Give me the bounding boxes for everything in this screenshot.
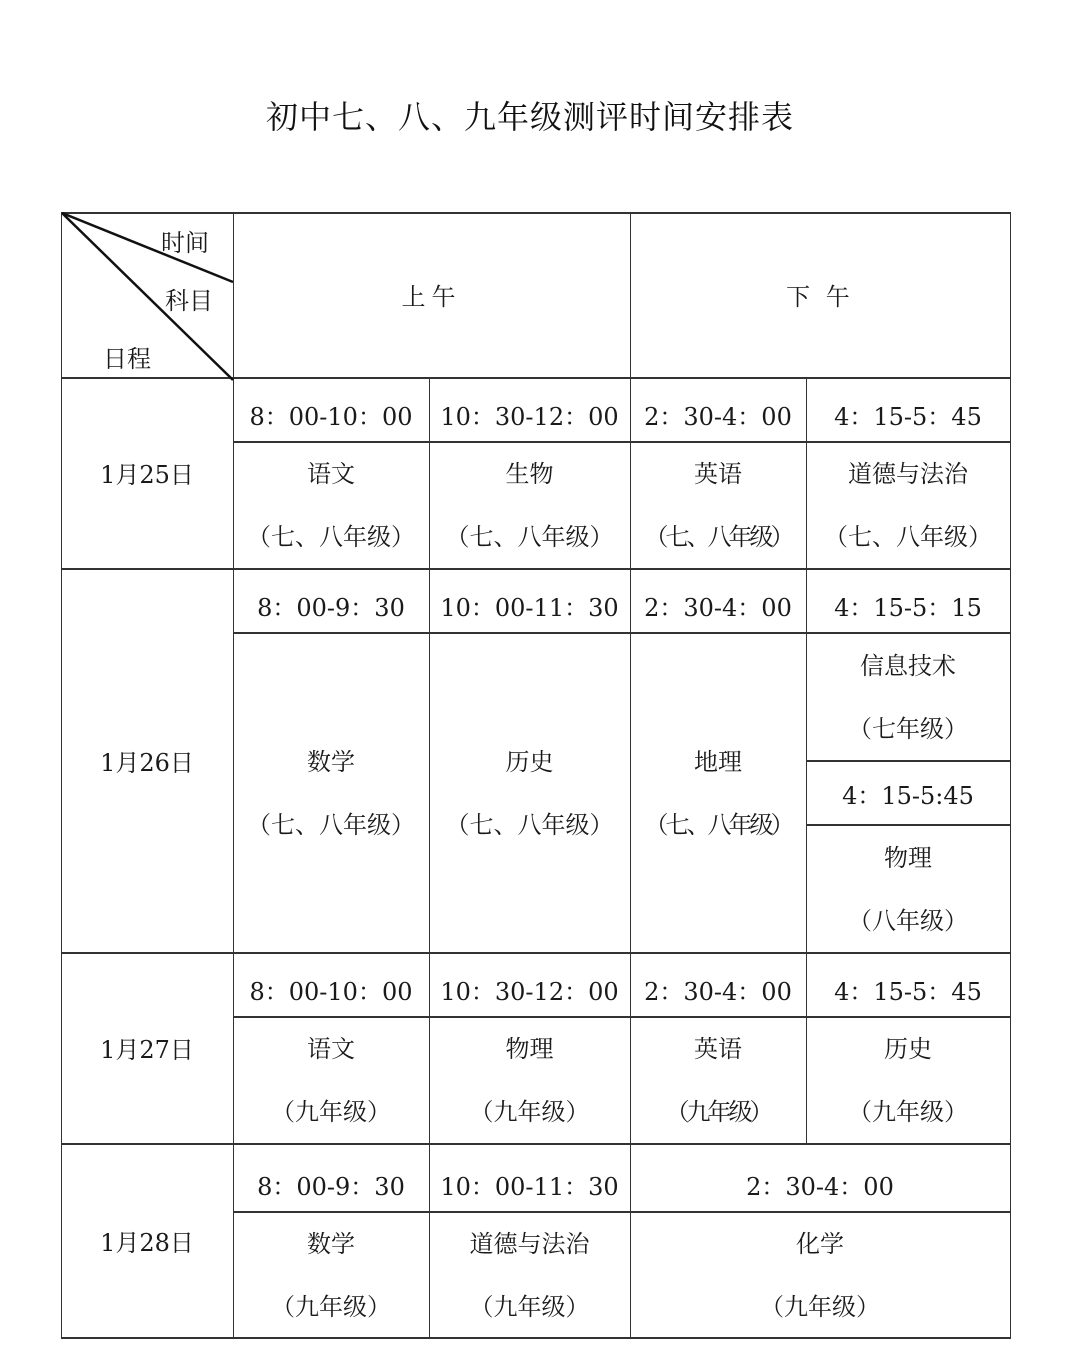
time-cell: 2：30-4：00 — [644, 977, 792, 1006]
subject-grade: （七、八年级） — [247, 523, 415, 551]
subject-name: 数学 — [307, 747, 355, 776]
subject-cell — [630, 634, 806, 952]
corner-label-subject: 科目 — [165, 287, 213, 315]
corner-label-date: 日程 — [103, 345, 151, 373]
subject-grade: （七、八年级） — [644, 523, 792, 551]
subject-cell — [233, 1018, 429, 1143]
time-cell: 8：00-9：30 — [257, 1172, 405, 1201]
subject-name: 物理 — [505, 1035, 554, 1063]
subject-cell — [233, 1213, 429, 1337]
subject-name: 数学 — [307, 1229, 355, 1258]
subject-name: 英语 — [694, 460, 742, 488]
subject-name: 英语 — [694, 1035, 742, 1063]
subject-grade: （七、八年级） — [824, 523, 992, 551]
subject-grade: （九年级） — [848, 1098, 968, 1126]
subject-name: 化学 — [796, 1229, 844, 1258]
time-cell: 8：00-9：30 — [257, 593, 405, 622]
time-cell: 4：15-5:45 — [842, 781, 974, 810]
subject-cell — [233, 443, 429, 568]
subject-grade: （七、八年级） — [445, 810, 614, 839]
time-cell: 8：00-10：00 — [249, 977, 413, 1006]
subject-name: 语文 — [307, 1035, 355, 1063]
header-afternoon: 下 午 — [786, 283, 854, 311]
subject-grade: （七年级） — [848, 714, 968, 743]
time-cell: 4：15-5：45 — [834, 977, 982, 1006]
subject-name: 语文 — [307, 460, 355, 488]
date-cell: 1月25日 — [100, 461, 194, 489]
subject-grade: （八年级） — [848, 906, 968, 935]
subject-cell — [429, 1213, 630, 1337]
time-cell: 10：00-11：30 — [440, 1172, 619, 1201]
subject-name: 道德与法治 — [848, 460, 968, 488]
subject-name: 地理 — [694, 747, 742, 776]
subject-cell — [429, 1018, 630, 1143]
subject-cell — [806, 826, 1010, 952]
subject-name: 道德与法治 — [469, 1229, 590, 1258]
subject-cell — [429, 634, 630, 952]
subject-cell — [233, 634, 429, 952]
subject-name: 生物 — [505, 460, 554, 488]
subject-name: 历史 — [505, 747, 554, 776]
time-cell: 10：00-11：30 — [440, 593, 619, 622]
page-title: 初中七、八、九年级测评时间安排表 — [265, 98, 794, 136]
time-cell: 2：30-4：00 — [746, 1172, 894, 1201]
time-cell: 4：15-5：45 — [834, 402, 982, 431]
corner-label-time: 时间 — [161, 229, 209, 257]
subject-grade: （七、八年级） — [247, 810, 415, 839]
subject-grade: （九年级） — [469, 1292, 590, 1321]
table-border-right — [1010, 212, 1011, 1339]
subject-grade: （七、八年级） — [644, 810, 792, 839]
subject-grade: （七、八年级） — [445, 523, 614, 551]
subject-cell — [806, 634, 1010, 760]
subject-cell — [806, 1018, 1010, 1143]
subject-name: 历史 — [884, 1035, 932, 1063]
time-cell: 10：30-12：00 — [440, 977, 619, 1006]
subject-name: 信息技术 — [860, 651, 956, 680]
subject-cell — [630, 1213, 1010, 1337]
time-cell: 4：15-5：15 — [834, 593, 982, 622]
date-cell: 1月26日 — [100, 748, 194, 777]
subject-name: 物理 — [884, 843, 932, 872]
subject-cell — [806, 443, 1010, 568]
date-cell: 1月28日 — [100, 1228, 194, 1257]
subject-cell — [429, 443, 630, 568]
subject-grade: （九年级） — [665, 1098, 771, 1126]
subject-grade: （九年级） — [760, 1292, 880, 1321]
subject-grade: （九年级） — [469, 1098, 590, 1126]
time-cell: 2：30-4：00 — [644, 593, 792, 622]
date-cell: 1月27日 — [100, 1036, 194, 1064]
subject-cell — [630, 1018, 806, 1143]
table-border-bottom — [61, 1337, 1011, 1339]
subject-cell — [630, 443, 806, 568]
subject-grade: （九年级） — [271, 1098, 391, 1126]
header-morning: 上午 — [401, 283, 462, 311]
time-cell: 2：30-4：00 — [644, 402, 792, 431]
time-cell: 10：30-12：00 — [440, 402, 619, 431]
time-cell: 8：00-10：00 — [249, 402, 413, 431]
schedule-table — [61, 212, 1011, 1339]
subject-grade: （九年级） — [271, 1292, 391, 1321]
